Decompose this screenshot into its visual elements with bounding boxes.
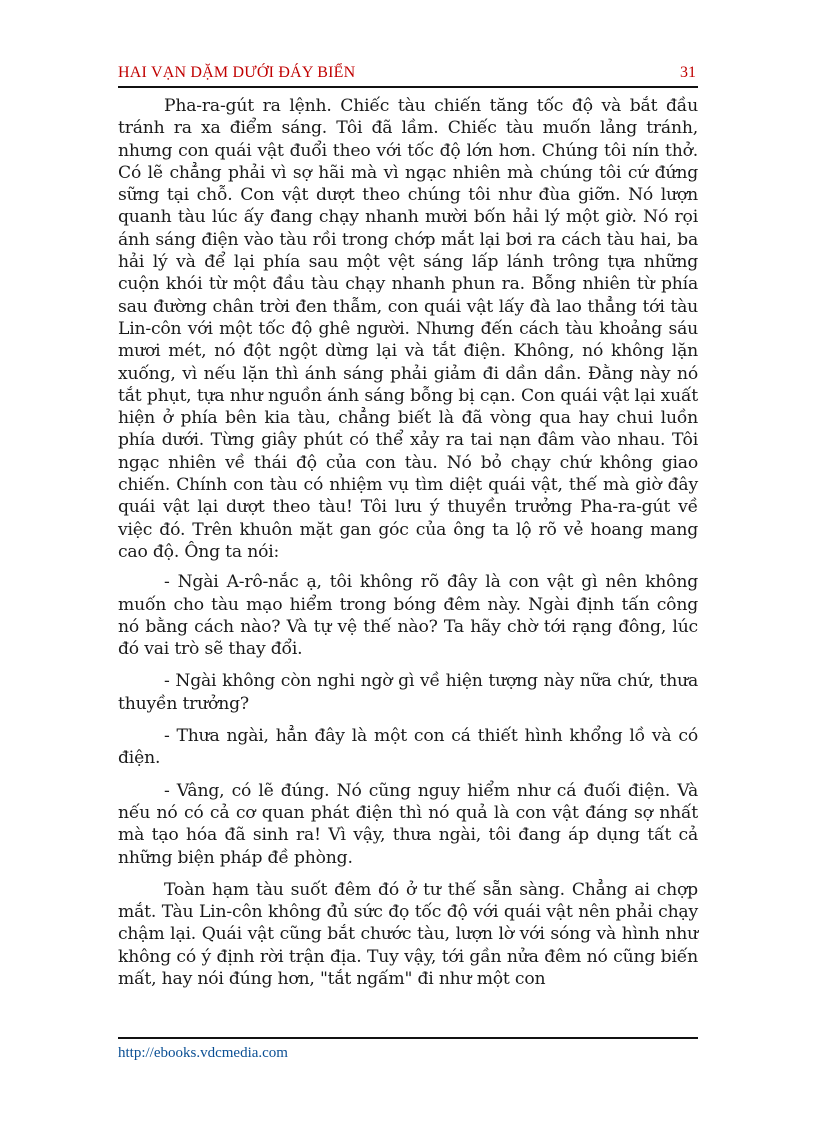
page-number: 31 bbox=[680, 64, 696, 81]
footer-link[interactable]: http://ebooks.vdcmedia.com bbox=[118, 1045, 288, 1061]
paragraph-dialogue: - Ngài không còn nghi ngờ gì về hiện tượng này nữa chứ, thưa thuyền trưởng? bbox=[118, 671, 698, 714]
page-footer bbox=[118, 1037, 698, 1062]
body-text bbox=[118, 95, 698, 1000]
book-title: HAI VẠN DẶM DƯỚI ĐÁY BIỂN bbox=[118, 64, 356, 81]
page-header bbox=[118, 58, 698, 88]
paragraph-narration: Pha-ra-gút ra lệnh. Chiếc tàu chiến tăng tốc độ và bắt đầu tránh ra xa điểm sáng. Tôi đã lầm. Chiếc tàu muốn lảng tránh, nhưng con quái vật đuổi theo với tốc độ lớn hơn. Chúng tôi nín thở. Có lẽ chẳng phải vì sợ hãi mà vì ngạc nhiên mà chúng tôi cứ đứng sững tại chỗ. Con vật dượt theo chúng tôi như đùa giỡn. Nó lượn quanh tàu lúc ấy đang chạy nhanh mười bốn hải lý một giờ. Nó rọi ánh sáng điện vào tàu rồi trong chớp mắt lại bơi ra cách tàu hai, ba hải lý và để lại phía sau một vệt sáng lấp lánh trông tựa những cuộn khói từ một đầu tàu chạy nhanh phun ra. Bỗng nhiên từ phía sau đường chân trời đen thẫm, con quái vật lấy đà lao thẳng tới tàu Lin-côn với một tốc độ ghê người. Nhưng đến cách tàu khoảng sáu mươi mét, nó đột ngột dừng lại và tắt điện. Không, nó không lặn xuống, vì nếu lặn thì ánh sáng phải giảm đi dần dần. Đằng này nó tắt phụt, tựa như nguồn ánh sáng bỗng bị cạn. Con quái vật lại xuất hiện ở phía bên kia tàu, chẳng biết là đã vòng qua hay chui luồn phía dưới. Từng giây phút có thể xảy ra tai nạn đâm vào nhau. Tôi ngạc nhiên về thái độ của con tàu. Nó bỏ chạy chứ không giao chiến. Chính con tàu có nhiệm vụ tìm diệt quái vật, thế mà giờ đây quái vật lại dượt theo tàu! Tôi lưu ý thuyền trưởng Pha-ra-gút về việc đó. Trên khuôn mặt gan góc của ông ta lộ rõ vẻ hoang mang cao độ. Ông ta nói: bbox=[118, 96, 698, 562]
paragraph-dialogue: - Ngài A-rô-nắc ạ, tôi không rõ đây là con vật gì nên không muốn cho tàu mạo hiểm trong bóng đêm này. Ngài định tấn công nó bằng cách nào? Và tự vệ thế nào? Ta hãy chờ tới rạng đông, lúc đó vai trò sẽ thay đổi. bbox=[118, 572, 698, 660]
paragraph-dialogue: - Thưa ngài, hẳn đây là một con cá thiết hình khổng lồ và có điện. bbox=[118, 726, 698, 769]
paragraph-dialogue: - Vâng, có lẽ đúng. Nó cũng nguy hiểm như cá đuối điện. Và nếu nó có cả cơ quan phát điện thì nó quả là con vật đáng sợ nhất mà tạo hóa đã sinh ra! Vì vậy, thưa ngài, tôi đang áp dụng tất cả những biện pháp đề phòng. bbox=[118, 780, 698, 868]
paragraph-narration: Toàn hạm tàu suốt đêm đó ở tư thế sẵn sàng. Chẳng ai chợp mắt. Tàu Lin-côn không đủ sức đọ tốc độ với quái vật nên phải chạy chậm lại. Quái vật cũng bắt chước tàu, lượn lờ với sóng và hình như không có ý định rời trận địa. Tuy vậy, tới gần nửa đêm nó cũng biến mất, hay nói đúng hơn, "tắt ngấm" đi như một con bbox=[118, 879, 698, 989]
